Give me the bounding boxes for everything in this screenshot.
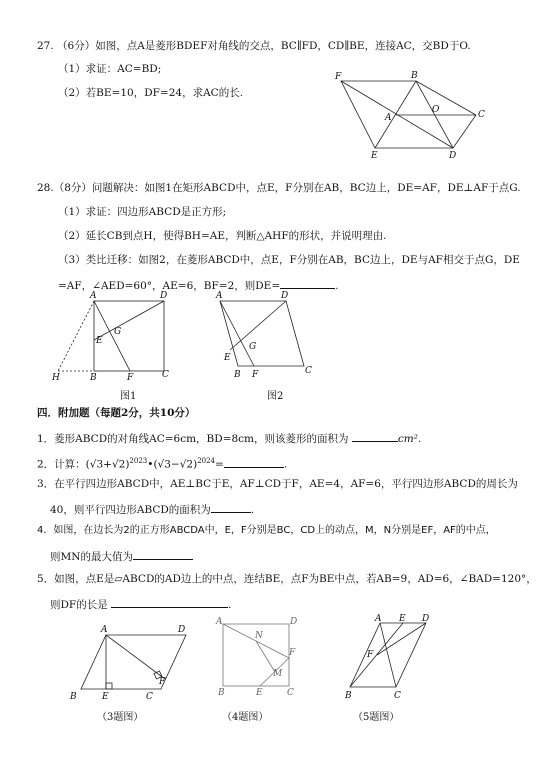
s4-q3-line2: 40，则平行四边形ABCD的面积为 . [50, 501, 254, 517]
fig4-label-d: D [290, 617, 298, 627]
q27-label-c: C [478, 110, 485, 120]
fig2-label-a: A [216, 291, 223, 301]
s4-q4-line1: 4．如图，在边长为2的正方形ABCDA中，E，F分别是BC，CD上的动点，M，N分别是EF，AF的中点， [37, 525, 496, 536]
fig1-label-f: F [127, 373, 134, 383]
fig3-label-d: D [178, 625, 186, 635]
fig5-label-c: C [394, 691, 401, 701]
fig4-caption: （4题图） [222, 712, 269, 723]
fig4-label-a: A [216, 617, 223, 627]
fig3-label-e: E [102, 692, 109, 702]
q28-part3: （3）类比迁移：如图2，在菱形ABCD中，点E，F分别在AB，BC边上，DE与AF相交于点G，DE [58, 254, 520, 266]
fig1-label-c: C [162, 370, 169, 380]
fig4-label-m: M [273, 669, 283, 679]
fig4-label-e: E [256, 688, 263, 698]
fig3-label-a: A [101, 625, 108, 635]
fig1-caption: 图1 [120, 391, 137, 402]
fig2-label-c: C [305, 366, 312, 376]
fig1-label-g: G [114, 327, 122, 337]
q27-label-o: O [432, 105, 440, 115]
q28-part2: （2）延长CB到点H，使得BH=AE，判断△AHF的形状，并说明理由. [58, 230, 387, 242]
fig5-label-d: D [422, 614, 430, 624]
fig2-caption: 图2 [267, 391, 284, 402]
s4-q5-line1: 5．如图，点E是▱ABCD的AD边上的中点，连结BE，点F为BE中点，若AB=9，AD=6，∠BAD=120°， [37, 573, 537, 585]
fig3-label-c: C [146, 692, 153, 702]
fig4-label-f: F [289, 648, 296, 658]
fig5-caption: （5题图） [353, 712, 400, 723]
q28-title: 28.（8分）问题解决：如图1在矩形ABCD中，点E，F分别在AB，BC边上，DE=AF，DE⊥AF于点G. [37, 182, 521, 194]
fig3-label-f: F [159, 677, 166, 687]
fig3-caption: （3题图） [97, 712, 144, 723]
fig1-label-b: B [90, 373, 97, 383]
q28-part3-cont: =AF，∠AED=60°，AE=6，BF=2，则DE= . [58, 277, 338, 293]
q27-label-d: D [449, 151, 457, 161]
fig1-label-d: D [160, 291, 168, 301]
fig4-label-c: C [287, 688, 294, 698]
fig4-label-n: N [255, 631, 263, 641]
s4-q2: 2．计算：$(√3+√2)^{2023}•(√3-√2)^{2024}=$ . [37, 457, 288, 471]
q27-part1: （1）求证：AC=BD; [58, 63, 162, 75]
q27-label-a: A [385, 113, 392, 123]
q27-title: 27. （6分）如图，点A是菱形BDEF对角线的交点，BC∥FD，CD∥BE，连接AC，交BD于O. [37, 40, 471, 52]
q27-label-e: E [371, 151, 378, 161]
fig2-label-b: B [234, 370, 241, 380]
fig4-label-b: B [218, 688, 225, 698]
fig2-label-e: E [224, 353, 231, 363]
q27-label-f: F [335, 72, 342, 82]
q27-part2: （2）若BE=10，DF=24，求AC的长. [58, 87, 244, 99]
section4-heading: 四．附加题（每题2分，共10分） [37, 407, 196, 419]
fig1-label-h: H [52, 373, 60, 383]
fig1-label-a: A [90, 291, 97, 301]
fig5-label-b: B [345, 691, 352, 701]
s4-q5-line2: 则DF的长是 . [50, 596, 231, 612]
s4-q4-line2: 则MN的最大值为 [50, 548, 193, 564]
fig5-label-e: E [399, 614, 406, 624]
q27-label-b: B [411, 71, 418, 81]
fig5-label-f: F [367, 650, 374, 660]
s4-q3-line1: 3．在平行四边形ABCD中，AE⊥BC于E，AF⊥CD于F，AE=4，AF=6，平行四边形ABCD的周长为 [37, 478, 518, 490]
fig5-label-a: A [375, 614, 382, 624]
fig2-label-d: D [281, 291, 289, 301]
fig1-label-e: E [96, 336, 103, 346]
fig2-label-f: F [252, 370, 259, 380]
q28-part1: （1）求证：四边形ABCD是正方形; [58, 206, 227, 218]
fig3-label-b: B [70, 692, 77, 702]
fig2-label-g: G [249, 342, 257, 352]
s4-q1: 1．菱形ABCD的对角线AC=6cm，BD=8cm，则该菱形的面积为 cm². [37, 430, 421, 446]
